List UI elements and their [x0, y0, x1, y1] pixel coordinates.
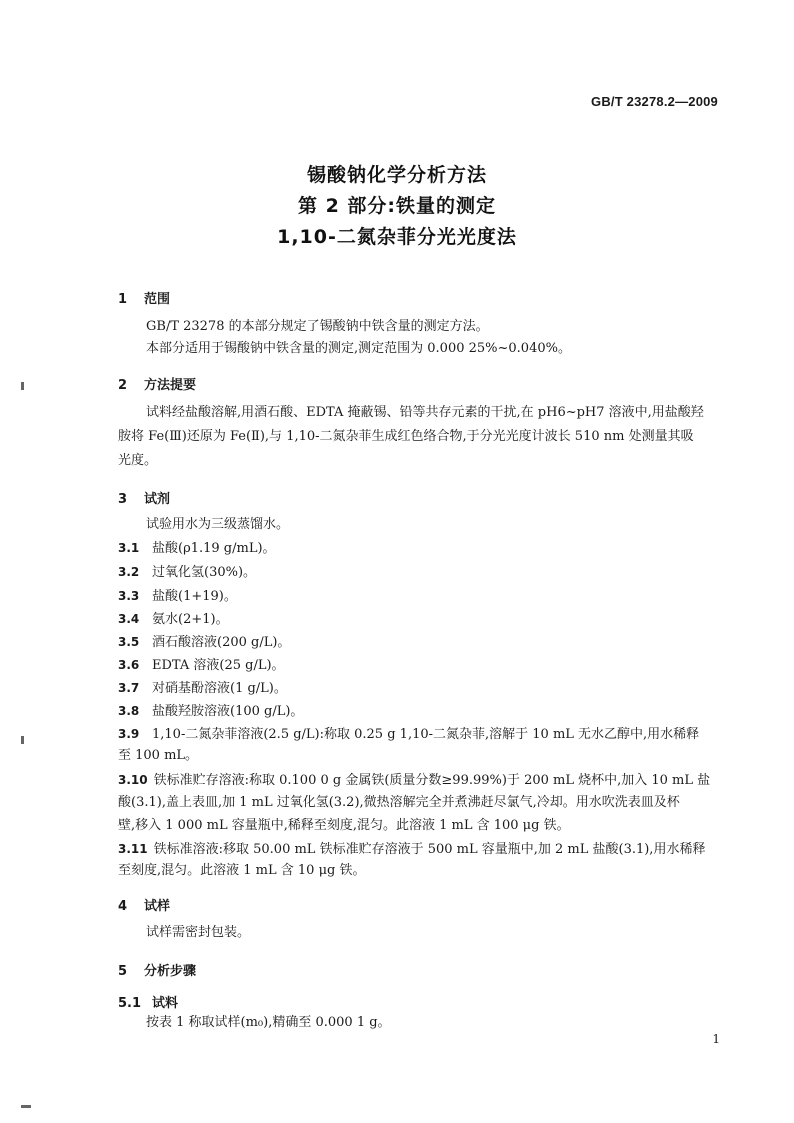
item-number: 3.11	[118, 842, 148, 856]
section-3-heading	[118, 488, 170, 507]
reagent-item-3-11-continued: 至刻度,混匀。此溶液 1 mL 含 10 μg 铁。	[118, 863, 366, 878]
page-number: 1	[712, 1032, 720, 1046]
reagent-item-3-10	[118, 769, 718, 793]
section-title: 试样	[144, 899, 171, 914]
reagent-item-3-10-line-2: 酸(3.1),盖上表皿,加 1 mL 过氧化氢(3.2),微热溶解完全并煮沸赶尽氯气,冷却。用水吹洗表皿及杯	[118, 795, 680, 810]
item-number: 3.2	[118, 565, 140, 579]
item-text: 盐酸(1+19)。	[152, 589, 237, 604]
section-5-heading	[118, 960, 196, 979]
scan-mark	[21, 1105, 31, 1108]
section-number: 2	[118, 378, 128, 393]
section-number: 1	[118, 292, 128, 307]
item-text: EDTA 溶液(25 g/L)。	[152, 658, 285, 673]
standard-code: GB/T 23278.2—2009	[591, 94, 718, 109]
item-number: 3.7	[118, 681, 140, 695]
reagent-item-3-10-line-3: 壁,移入 1 000 mL 容量瓶中,稀释至刻度,混匀。此溶液 1 mL 含 100 μg 铁。	[118, 818, 570, 833]
section-2-heading	[118, 374, 196, 393]
title-line-2: 第 2 部分:铁量的测定	[297, 195, 497, 217]
section-number: 4	[118, 899, 128, 914]
section-number: 5	[118, 964, 128, 979]
subsection-5-1-heading	[118, 992, 178, 1011]
section-1-paragraph-2: 本部分适用于锡酸钠中铁含量的测定,测定范围为 0.000 25%~0.040%。	[146, 341, 571, 356]
reagent-item	[118, 561, 718, 585]
item-number: 3.9	[118, 727, 140, 741]
reagent-item	[118, 537, 718, 561]
section-1-paragraph-1: GB/T 23278 的本部分规定了锡酸钠中铁含量的测定方法。	[146, 319, 489, 334]
title-line-3: 1,10-二氮杂菲分光光度法	[277, 226, 517, 248]
section-title: 方法提要	[144, 378, 197, 393]
item-text: 对硝基酚溶液(1 g/L)。	[152, 681, 287, 696]
section-3-intro: 试验用水为三级蒸馏水。	[146, 517, 290, 532]
section-2-line-2: 胺将 Fe(Ⅲ)还原为 Fe(Ⅱ),与 1,10-二氮杂菲生成红色络合物,于分光光度计波长 510 nm 处测量其吸	[118, 429, 694, 444]
item-number: 3.4	[118, 612, 140, 626]
section-4-paragraph: 试样需密封包装。	[146, 925, 251, 940]
section-1-heading	[118, 288, 170, 307]
section-2-line-3: 光度。	[118, 453, 158, 468]
item-text: 铁标准溶液:移取 50.00 mL 铁标准贮存溶液于 500 mL 容量瓶中,加 2 mL 盐酸(3.1),用水稀释	[153, 842, 706, 857]
reagent-item	[118, 631, 718, 655]
scan-mark	[21, 736, 24, 744]
item-text: 铁标准贮存溶液:称取 0.100 0 g 金属铁(质量分数≥99.99%)于 200 mL 烧杯中,加入 10 mL 盐	[153, 773, 711, 788]
section-title: 范围	[144, 292, 171, 307]
item-number: 3.3	[118, 589, 140, 603]
section-number: 3	[118, 492, 128, 507]
reagent-item-3-11	[118, 838, 718, 862]
title-line-1: 锡酸钠化学分析方法	[306, 164, 487, 186]
section-4-heading	[118, 895, 170, 914]
document-title	[0, 160, 794, 253]
section-2-line-1: 试料经盐酸溶解,用酒石酸、EDTA 掩蔽锡、铅等共存元素的干扰,在 pH6~pH7 溶液中,用盐酸羟	[146, 405, 704, 420]
item-text: 过氧化氢(30%)。	[152, 565, 257, 580]
item-number: 3.10	[118, 773, 148, 787]
item-text: 1,10-二氮杂菲溶液(2.5 g/L):称取 0.25 g 1,10-二氮杂菲,溶解于 10 mL 无水乙醇中,用水稀释	[152, 727, 700, 742]
section-title: 试剂	[144, 492, 171, 507]
reagent-item-3-9-continued: 至 100 mL。	[118, 748, 199, 763]
scan-mark	[21, 382, 24, 390]
item-number: 3.1	[118, 541, 140, 555]
reagent-item	[118, 677, 718, 701]
item-text: 盐酸(ρ1.19 g/mL)。	[152, 541, 276, 556]
subsection-5-1-paragraph: 按表 1 称取试样(m₀),精确至 0.000 1 g。	[146, 1015, 391, 1030]
item-number: 3.8	[118, 704, 140, 718]
reagent-item-3-9	[118, 723, 718, 747]
item-text: 盐酸羟胺溶液(100 g/L)。	[152, 704, 304, 719]
reagent-item	[118, 700, 718, 724]
item-text: 酒石酸溶液(200 g/L)。	[152, 635, 291, 650]
section-title: 分析步骤	[144, 964, 197, 979]
subsection-number: 5.1	[118, 996, 142, 1011]
reagent-item	[118, 654, 718, 678]
item-number: 3.6	[118, 658, 140, 672]
item-number: 3.5	[118, 635, 140, 649]
reagent-item	[118, 608, 718, 632]
item-text: 氨水(2+1)。	[152, 612, 229, 627]
subsection-title: 试料	[152, 996, 179, 1011]
reagent-item	[118, 585, 718, 609]
